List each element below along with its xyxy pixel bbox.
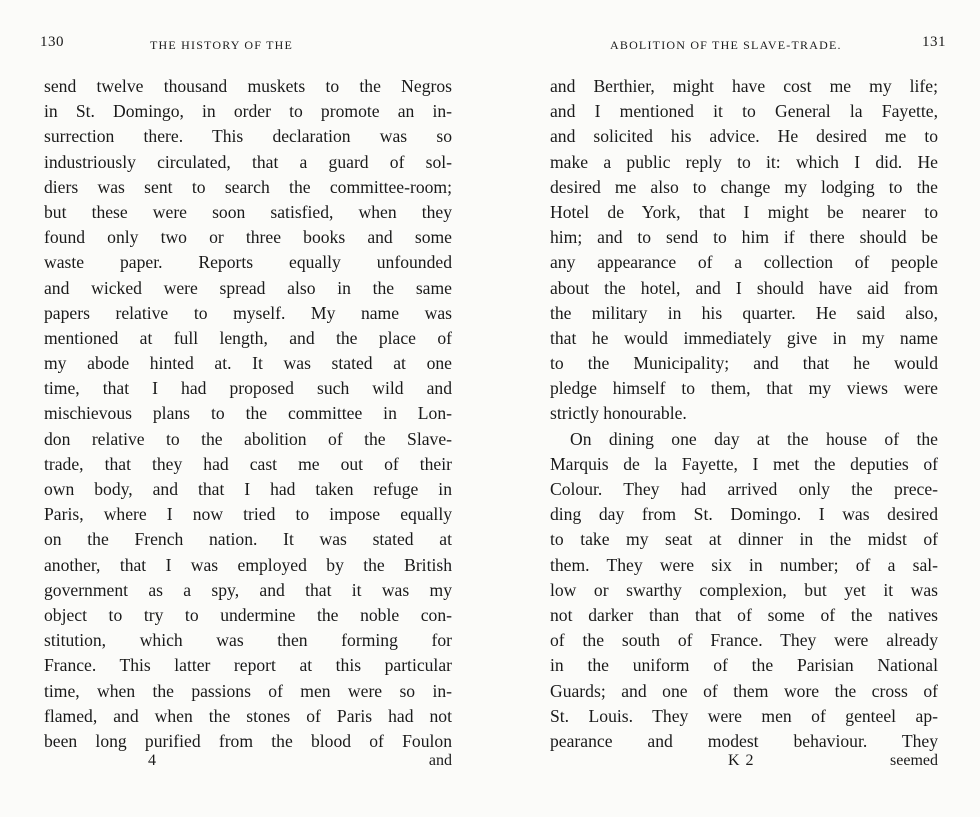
text-line: that he would immediately give in my name: [550, 327, 938, 348]
right-running-head: [550, 34, 946, 58]
right-page-number: 131: [922, 34, 946, 50]
text-line: to the Municipality; and that he would: [550, 353, 938, 374]
text-line: another, that I was employed by the British: [44, 554, 452, 575]
text-line: him; and to send to him if there should be: [550, 227, 938, 248]
text-line: mentioned at full length, and the place of: [44, 327, 452, 348]
text-line: ding day from St. Domingo. I was desired: [550, 504, 938, 525]
left-page-number: 130: [40, 34, 64, 50]
text-line: Guards; and one of them wore the cross of: [550, 680, 938, 701]
text-line: pledge himself to them, that my views were: [550, 378, 938, 399]
text-line: in St. Domingo, in order to promote an in-: [44, 101, 452, 122]
text-line: stitution, which was then forming for: [44, 630, 452, 651]
text-line: and wicked were spread also in the same: [44, 277, 452, 298]
text-line: to take my seat at dinner in the midst of: [550, 529, 938, 550]
catchword: seemed: [890, 752, 938, 769]
text-line: waste paper. Reports equally unfounded: [44, 252, 452, 273]
text-line: object to try to undermine the noble con-: [44, 604, 452, 625]
text-line: them. They were six in number; of a sal-: [550, 554, 938, 575]
text-line: been long purified from the blood of Foulon: [44, 730, 452, 751]
text-line: and I mentioned it to General la Fayette,: [550, 101, 938, 122]
text-line: send twelve thousand muskets to the Negros: [44, 76, 452, 96]
text-line: about the hotel, and I should have aid from: [550, 277, 938, 298]
text-line: time, when the passions of men were so in-: [44, 680, 452, 701]
text-line: Paris, where I now tried to impose equally: [44, 504, 452, 525]
text-line: found only two or three books and some: [44, 227, 452, 248]
text-line: France. This latter report at this particular: [44, 655, 452, 676]
text-line: but these were soon satisfied, when they: [44, 201, 452, 222]
text-line: strictly honourable.: [550, 403, 687, 424]
text-line: and Berthier, might have cost me my life;: [550, 76, 938, 96]
text-line: St. Louis. They were men of genteel ap-: [550, 705, 938, 726]
text-line: Colour. They had arrived only the prece-: [550, 479, 938, 499]
catchword: and: [428, 752, 452, 769]
left-running-head: [40, 34, 456, 58]
text-line: of the south of France. They were already: [550, 630, 938, 651]
left-running-title: THE HISTORY OF THE: [150, 38, 294, 52]
signature-mark: K 2: [728, 752, 755, 769]
text-line: desired me also to change my lodging to the: [550, 176, 938, 197]
text-line: own body, and that I had taken refuge in: [44, 479, 452, 499]
text-line: time, that I had proposed such wild and: [44, 378, 452, 399]
text-line: the military in his quarter. He said also,: [550, 302, 938, 323]
text-line: government as a spy, and that it was my: [44, 579, 452, 600]
text-line: surrection there. This declaration was so: [44, 126, 452, 147]
text-line: Marquis de la Fayette, I met the deputies of: [550, 453, 938, 474]
text-line: industriously circulated, that a guard of sol-: [44, 151, 452, 172]
text-line: flamed, and when the stones of Paris had not: [44, 705, 452, 726]
signature-mark: 4: [148, 752, 156, 769]
text-line: mischievous plans to the committee in Lon-: [44, 403, 452, 424]
right-text-block: [550, 74, 938, 754]
text-line: any appearance of a collection of people: [550, 252, 938, 273]
text-line: in the uniform of the Parisian National: [550, 655, 938, 676]
text-line: low or swarthy complexion, but yet it was: [550, 579, 938, 600]
right-running-title: ABOLITION OF THE SLAVE-TRADE.: [610, 38, 842, 52]
text-line: papers relative to myself. My name was: [44, 302, 452, 323]
left-page-footer: [44, 749, 452, 773]
text-line: on the French nation. It was stated at: [44, 529, 452, 550]
left-text-block: [44, 74, 452, 754]
text-line: Hotel de York, that I might be nearer to: [550, 201, 938, 222]
text-line: trade, that they had cast me out of their: [44, 453, 452, 474]
text-line: don relative to the abolition of the Slave-: [44, 428, 452, 449]
text-line: diers was sent to search the committee-room;: [44, 176, 452, 197]
right-page-footer: [550, 749, 938, 773]
text-line: On dining one day at the house of the: [570, 428, 938, 449]
text-line: not darker than that of some of the natives: [550, 604, 938, 625]
text-line: pearance and modest behaviour. They: [550, 730, 938, 751]
text-line: my abode hinted at. It was stated at one: [44, 353, 452, 374]
text-line: make a public reply to it: which I did. He: [550, 151, 938, 172]
text-line: and solicited his advice. He desired me to: [550, 126, 938, 147]
